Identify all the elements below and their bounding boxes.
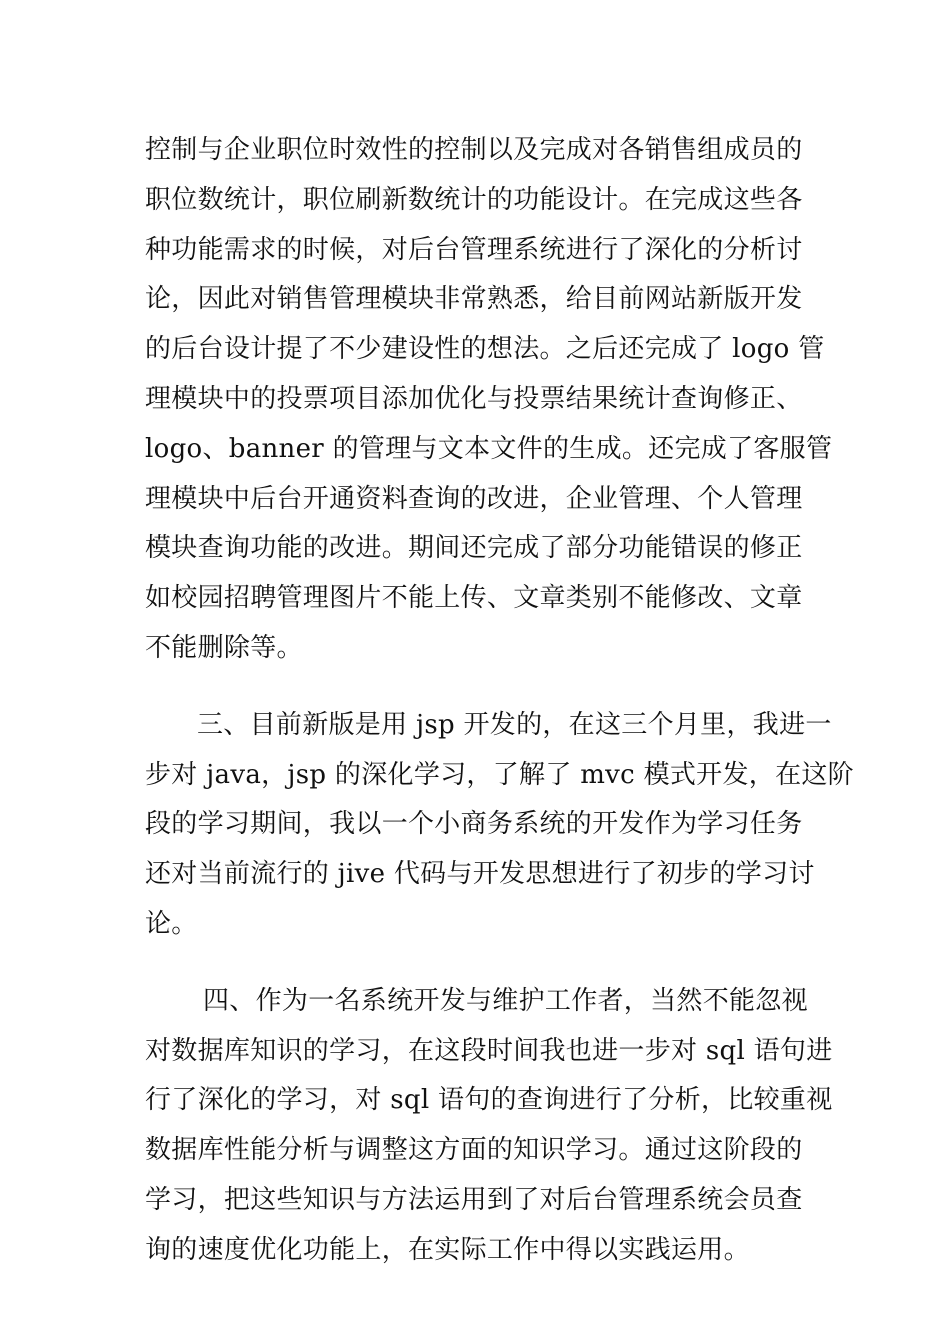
document-body	[145, 126, 854, 1276]
paragraph-sales-module	[145, 126, 833, 674]
text-line: 理模块中后台开通资料查询的改进，企业管理、个人管理	[145, 483, 803, 514]
text-line: 控制与企业职位时效性的控制以及完成对各销售组成员的	[145, 135, 803, 165]
text-line: 三、目前新版是用 jsp 开发的，在这三个月里，我进一	[197, 709, 832, 740]
text-line: 步对 java，jsp 的深化学习，了解了 mvc 模式开发，在这阶	[145, 759, 854, 790]
paragraph-spacer	[145, 950, 810, 977]
paragraph-spacer	[145, 674, 810, 701]
text-line: 段的学习期间，我以一个小商务系统的开发作为学习任务	[145, 809, 803, 840]
text-line: 论，因此对销售管理模块非常熟悉，给目前网站新版开发	[145, 284, 803, 315]
text-line: 询的速度优化功能上，在实际工作中得以实践运用。	[145, 1234, 750, 1265]
text-line: 如校园招聘管理图片不能上传、文章类别不能修改、文章	[145, 583, 803, 614]
text-line: 论。	[145, 908, 198, 939]
text-line: 的后台设计提了不少建设性的想法。之后还完成了 logo 管	[145, 334, 825, 365]
text-line: 数据库性能分析与调整这方面的知识学习。通过这阶段的	[145, 1135, 803, 1166]
text-line: logo、banner 的管理与文本文件的生成。还完成了客服管	[145, 433, 833, 464]
text-line: 不能删除等。	[145, 632, 303, 663]
text-line: 学习，把这些知识与方法运用到了对后台管理系统会员查	[145, 1184, 803, 1215]
text-line: 理模块中的投票项目添加优化与投票结果统计查询修正、	[145, 383, 803, 414]
text-line: 行了深化的学习，对 sql 语句的查询进行了分析，比较重视	[145, 1085, 833, 1116]
paragraph-section-four	[145, 977, 833, 1276]
text-line: 职位数统计，职位刷新数统计的功能设计。在完成这些各	[145, 184, 803, 215]
text-line: 四、作为一名系统开发与维护工作者，当然不能忽视	[203, 985, 808, 1016]
paragraph-section-three	[145, 701, 854, 950]
text-line: 还对当前流行的 jive 代码与开发思想进行了初步的学习讨	[145, 859, 815, 890]
text-line: 模块查询功能的改进。期间还完成了部分功能错误的修正	[145, 533, 803, 564]
text-line: 种功能需求的时候，对后台管理系统进行了深化的分析讨	[145, 234, 803, 265]
text-line: 对数据库知识的学习，在这段时间我也进一步对 sql 语句进	[145, 1035, 833, 1066]
